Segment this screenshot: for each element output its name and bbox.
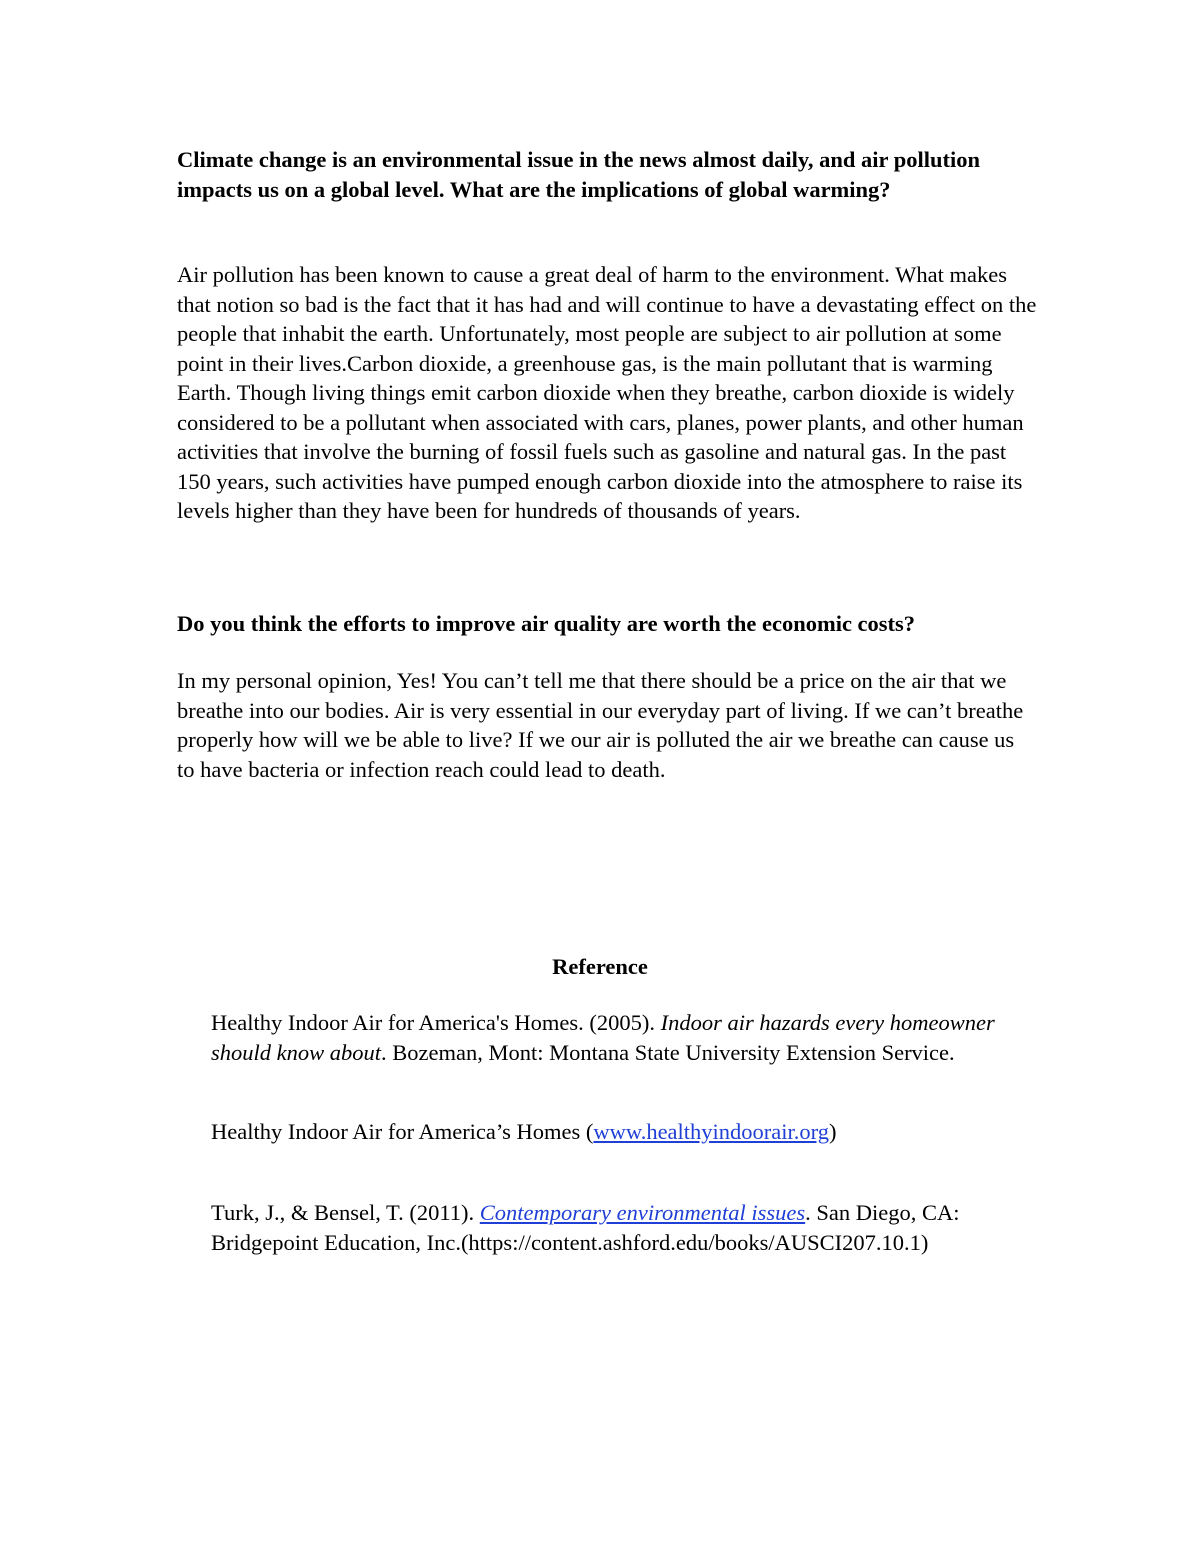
reference-3-author: Turk, J., & Bensel, T. (2011). bbox=[211, 1200, 480, 1225]
answer-1: Air pollution has been known to cause a great deal of harm to the environment. What makes that notion so bad is the fact that it has had and will continue to have a devastating effect on the people that inhabit the earth. Unfortunately, most people are subject to air pollution at some point in their lives.Carbon dioxide, a greenhouse gas, is the main pollutant that is warming Earth. Though living things emit carbon dioxide when they breathe, carbon dioxide is widely considered to be a pollutant when associated with cars, planes, power plants, and other human activities that involve the burning of fossil fuels such as gasoline and natural gas. In the past 150 years, such activities have pumped enough carbon dioxide into the atmosphere to raise its levels higher than they have been for hundreds of thousands of years. bbox=[177, 262, 1037, 523]
contemporary-issues-link[interactable]: Contemporary environmental issues bbox=[479, 1200, 806, 1225]
reference-1-rest: . Bozeman, Mont: Montana State University Extension Service. bbox=[381, 1039, 955, 1065]
reference-3-rest: . San Diego, CA: Bridgepoint Education, Inc.(https://content.ashford.edu/books/AUSCI207.10.1) bbox=[211, 1200, 960, 1255]
question-2: Do you think the efforts to improve air quality are worth the economic costs? bbox=[177, 611, 916, 636]
reference-2 bbox=[211, 1117, 1041, 1147]
reference-1-author: Healthy Indoor Air for America's Homes. (2005). bbox=[211, 1010, 661, 1035]
reference-2-text: Healthy Indoor Air for America’s Homes ( bbox=[211, 1119, 594, 1144]
reference-2-close: ) bbox=[829, 1119, 837, 1144]
reference-3 bbox=[211, 1198, 1041, 1257]
reference-1 bbox=[211, 1008, 1041, 1067]
healthyindoorair-link[interactable]: www.healthyindoorair.org bbox=[593, 1119, 829, 1144]
reference-heading: Reference bbox=[552, 954, 648, 979]
reference-1-title: Indoor air hazards every homeowner should know about bbox=[211, 1010, 995, 1065]
answer-2: In my personal opinion, Yes! You can’t tell me that there should be a price on the air that we breathe into our bodies. Air is very essential in our everyday part of living. If we can’t breathe properly how will we be able to live? If we our air is polluted the air we breathe can cause us to have bacteria or infection reach could lead to death. bbox=[177, 668, 1024, 782]
question-1: Climate change is an environmental issue in the news almost daily, and air pollution impacts us on a global level. What are the implications of global warming? bbox=[177, 147, 981, 202]
